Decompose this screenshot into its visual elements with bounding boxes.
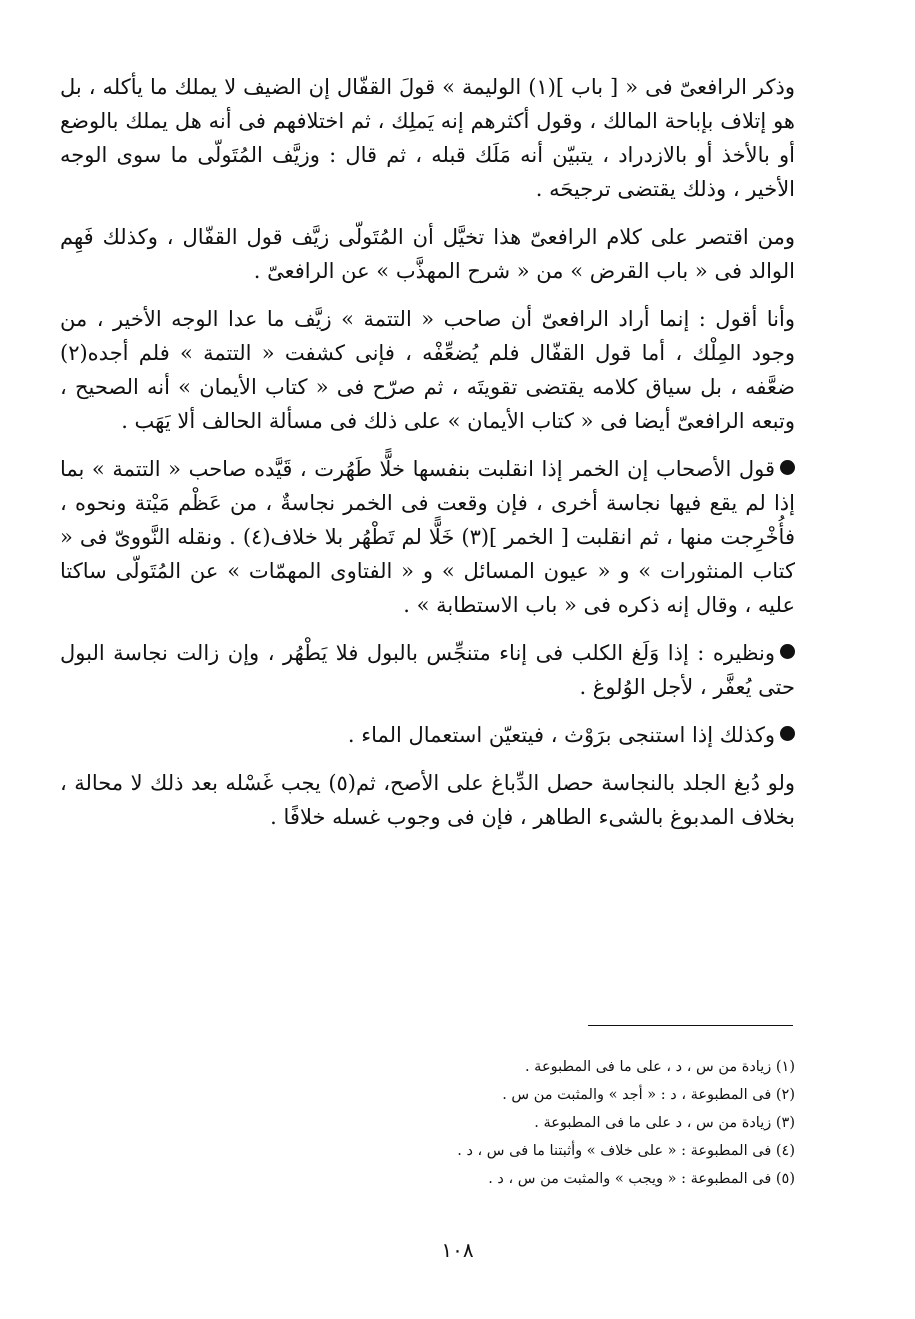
paragraph-closing: ولو دُبغ الجلد بالنجاسة حصل الدِّباغ على الأصح، ثم(٥) يجب غَسْله بعد ذلك لا محالة ، بخلاف المدبوغ بالشىء الطاهر ، فإن فى وجوب غسله خلافًا . [60,771,795,829]
bullet-item-text: ونظيره : إذا وَلَغ الكلب فى إناء متنجِّس بالبول فلا يَطْهُر ، وإن زالت نجاسة البول حتى يُعفَّر ، لأجل الوُلوغ . [60,641,795,699]
bullet-icon [780,644,795,659]
bullet-icon [780,726,795,741]
paragraph-1: وذكر الرافعىّ فى « [ باب ](١) الوليمة » قولَ القفّال إن الضيف لا يملك ما يأكله ، بل هو إتلاف بإباحة المالك ، وقول أكثرهم إنه يَملِك ، ثم اختلافهم فى أنه هل يملك بالوضع أو بالأخذ أو بالازدراد ، يتبيّن أنه مَلَك قبله ، ثم قال : وزيَّف المُتَولّى ما سوى الوجه الأخير ، وذلك يقتضى ترجيحَه . [60,75,795,201]
footnote-1: (١) زيادة من س ، د ، على ما فى المطبوعة . [524,1059,795,1075]
footnote-2: (٢) فى المطبوعة ، د : « أجد » والمثبت من س . [502,1087,795,1103]
main-text [60,70,795,848]
bullet-item-text: وكذلك إذا استنجى برَوْث ، فيتعيّن استعمال الماء . [347,723,775,747]
paragraph-2: ومن اقتصر على كلام الرافعىّ هذا تخيَّل أن المُتَولّى زيَّف قول القفّال ، وكذلك فَهِم الوالد فى « باب القرض » من « شرح المهذَّب » عن الرافعىّ . [60,225,795,283]
bullet-item-2 [60,636,795,704]
bullet-icon [780,460,795,475]
footnote-separator [588,1025,793,1026]
paragraph-3: وأنا أقول : إنما أراد الرافعىّ أن صاحب « التتمة » زيَّف ما عدا الوجه الأخير ، من وجود المِلْك ، أما قول القفّال فلم يُضعِّفْه ، فإنى كشفت « التتمة » فلم أجده(٢) ضعَّفه ، بل سياق كلامه يقتضى تقويتَه ، ثم صرّح فى « كتاب الأيمان » أنه الصحيح ، وتبعه الرافعىّ أيضا فى « كتاب الأيمان » على ذلك فى مسألة الحالف ألا يَهَب . [60,307,795,433]
footnotes [60,1053,795,1193]
bullet-item-text: قول الأصحاب إن الخمر إذا انقلبت بنفسها خلًّا طَهُرت ، قَيَّده صاحب « التتمة » بما إذا لم يقع فيها نجاسة أخرى ، فإن وقعت فى الخمر نجاسةٌ ، من عَظْم مَيْتة ونحوه ، فأُخْرِجت منها ، ثم انقلبت [ الخمر ](٣) خَلًّا لم تَطْهُر بلا خلاف(٤) . ونقله النَّووىّ فى « كتاب المنثورات » و « عيون المسائل » و « الفتاوى المهمّات » عن المُتَولّى ساكتا عليه ، وقال إنه ذكره فى « باب الاستطابة » . [60,457,795,617]
footnote-4: (٤) فى المطبوعة : « على خلاف » وأثبتنا ما فى س ، د . [457,1143,795,1159]
footnote-3: (٣) زيادة من س ، د على ما فى المطبوعة . [534,1115,795,1131]
bullet-item-3 [60,718,795,752]
bullet-item-1 [60,452,795,622]
page-number: ١٠٨ [441,1238,474,1262]
footnote-5: (٥) فى المطبوعة : « ويجب » والمثبت من س ، د . [488,1171,795,1187]
